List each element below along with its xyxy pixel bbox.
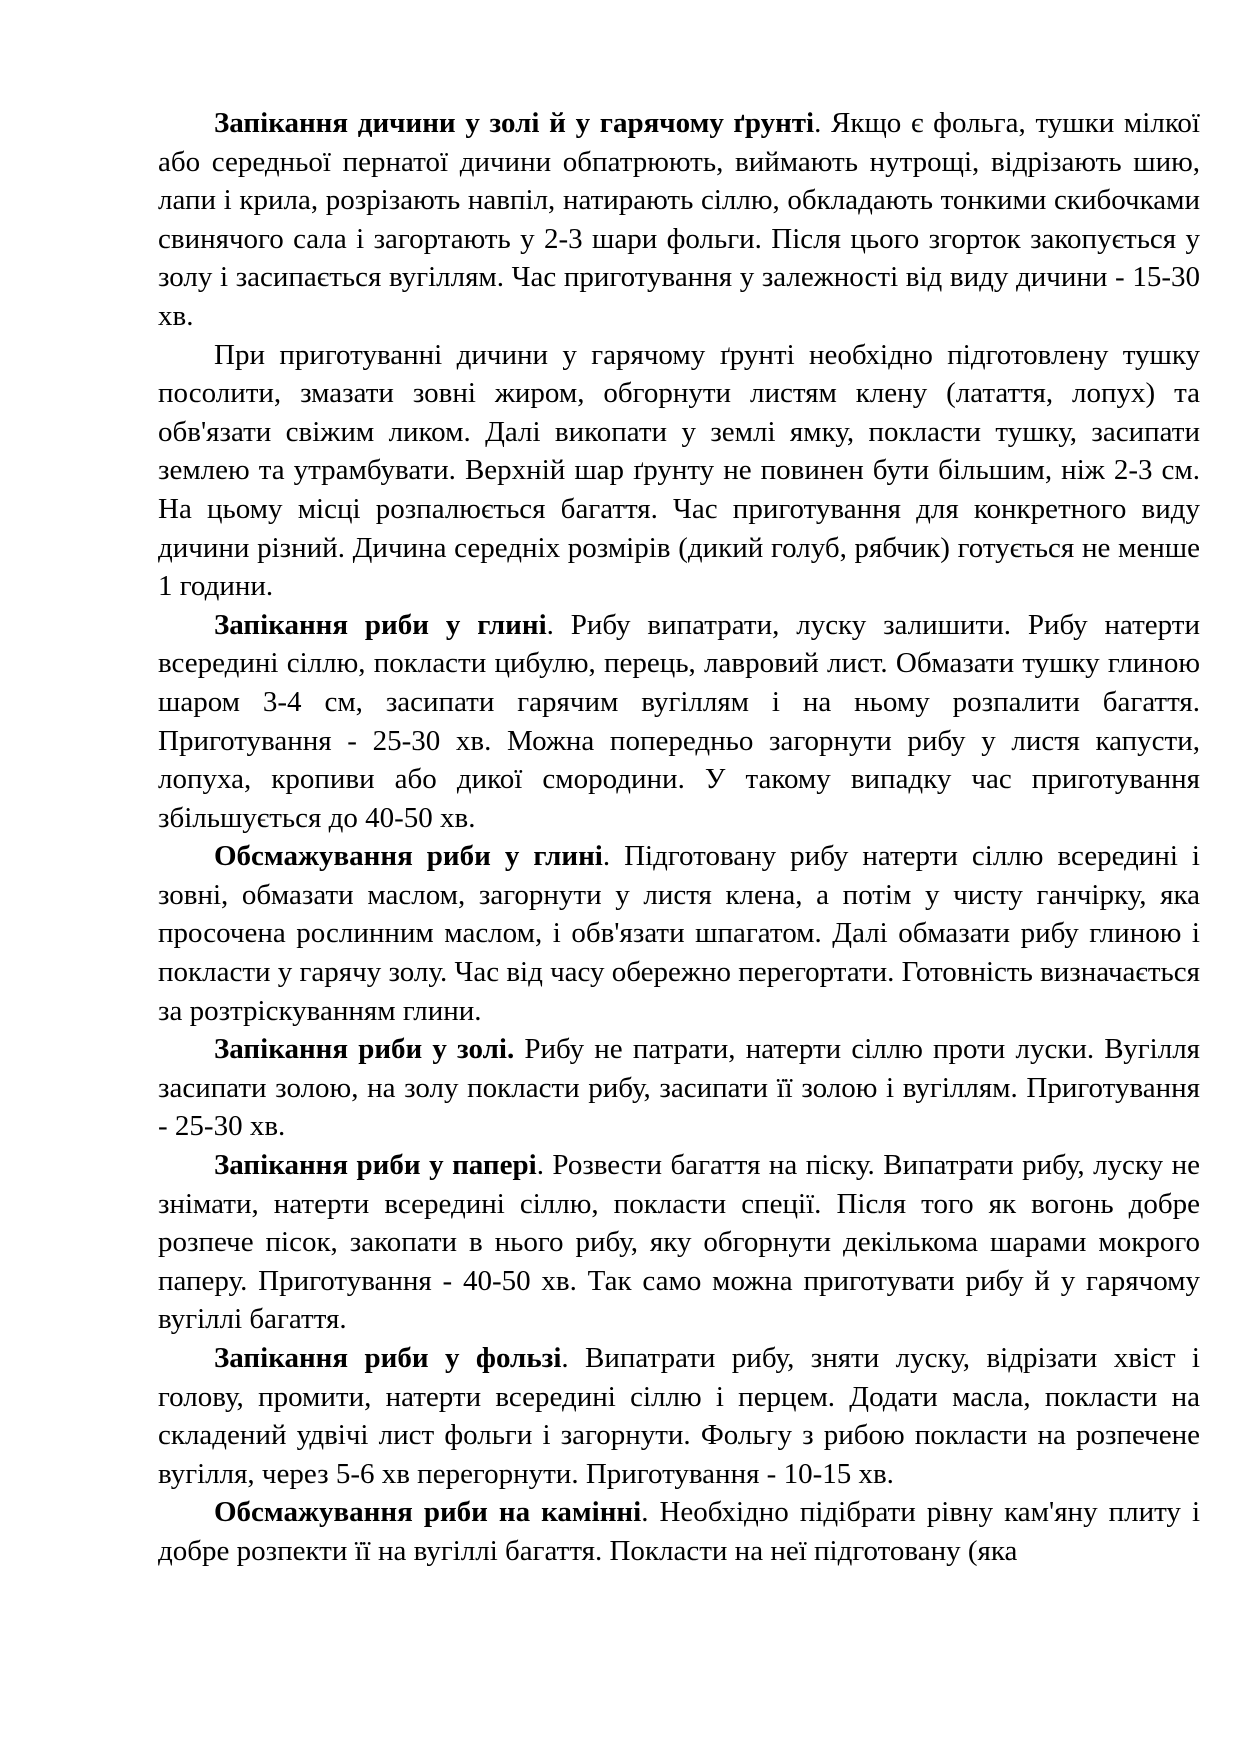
paragraph-text: . Якщо є фольга, тушки мілкої або середньої пернатої дичини обпатрюють, виймають нутрощі, відрізають шию, лапи і крила, розрізають навпіл, натирають сіллю, обкладають тонкими скибочками свинячого сала і загортають у 2-3 шари фольги. Після цього згорток закопується у золу і засипається вугіллям. Час приготування у залежності від виду дичини - 15-30 хв. (158, 107, 1200, 332)
section-heading: Запікання риби у папері (214, 1149, 537, 1182)
section-heading: Запікання дичини у золі й у гарячому ґрунті (214, 107, 815, 139)
paragraph-baking-fish-in-paper (158, 1146, 1200, 1339)
paragraph-game-in-hot-ground (158, 336, 1200, 606)
paragraph-baking-fish-in-foil (158, 1339, 1200, 1493)
paragraph-text: . Розвести багаття на піску. Випатрати рибу, луску не знімати, натерти всередині сіллю, покласти спеції. Після того як вогонь добре розпече пісок, закопати в нього рибу, яку обгорнути декількома шарами мокрого паперу. Приготування - 40-50 хв. Так само можна приготувати рибу й у гарячому вугіллі багаття. (158, 1149, 1200, 1336)
section-heading: Обсмажування риби у глині (214, 840, 603, 873)
paragraph-text: Рибу не патрати, натерти сіллю проти луски. Вугілля засипати золою, на золу покласти рибу, засипати її золою і вугіллям. Приготування - 25-30 хв. (158, 1033, 1201, 1143)
section-heading: Запікання риби у золі. (214, 1033, 515, 1066)
paragraph-text: . Підготовану рибу натерти сіллю всередині і зовні, обмазати маслом, загорнути у листя клена, а потім у чисту ганчірку, яка просочена рослинним маслом, і обв'язати шпагатом. Далі обмазати рибу глиною і покласти у гарячу золу. Час від часу обережно перегортати. Готовність визначається за розтріскуванням глини. (158, 840, 1200, 1027)
paragraph-baking-game-in-ash (158, 104, 1200, 336)
paragraph-text: При приготуванні дичини у гарячому ґрунті необхідно підготовлену тушку посолити, змазати зовні жиром, обгорнути листям клену (латаття, лопух) та обв'язати свіжим ликом. Далі викопати у землі ямку, покласти тушку, засипати землею та утрамбувати. Верхній шар ґрунту не повинен бути більшим, ніж 2-3 см. На цьому місці розпалюється багаття. Час приготування для конкретного виду дичини різний. Дичина середніх розмірів (дикий голуб, рябчик) готується не менше 1 години. (158, 338, 1200, 603)
paragraph-baking-fish-in-clay (158, 606, 1200, 838)
paragraph-roasting-fish-in-clay (158, 837, 1200, 1030)
paragraph-text: . Випатрати рибу, зняти луску, відрізати хвіст і голову, промити, натерти всередині сіллю і перцем. Додати масла, покласти на складений удвічі лист фольги і загорнути. Фольгу з рибою покласти на розпечене вугілля, через 5-6 хв перегорнути. Приготування - 10-15 хв. (158, 1342, 1200, 1490)
section-heading: Обсмажування риби на камінні (214, 1496, 642, 1529)
section-heading: Запікання риби у фользі (214, 1342, 562, 1374)
paragraph-text: . Рибу випатрати, луску залишити. Рибу натерти всередині сіллю, покласти цибулю, перець, лавровий лист. Обмазати тушку глиною шаром 3-4 см, засипати гарячим вугіллям і на ньому розпалити багаття. Приготування - 25-30 хв. Можна попередньо загорнути рибу у листя капусти, лопуха, кропиви або дикої смородини. У такому випадку час приготування збільшується до 40-50 хв. (158, 608, 1200, 834)
paragraph-roasting-fish-on-stones (158, 1493, 1200, 1570)
paragraph-text: . Необхідно підібрати рівну кам'яну плиту і добре розпекти її на вугіллі багаття. Покласти на неї підготовану (яка (158, 1496, 1201, 1567)
document-text-block (158, 104, 1200, 1571)
section-heading: Запікання риби у глині (214, 608, 547, 641)
paragraph-baking-fish-in-ash (158, 1030, 1200, 1146)
